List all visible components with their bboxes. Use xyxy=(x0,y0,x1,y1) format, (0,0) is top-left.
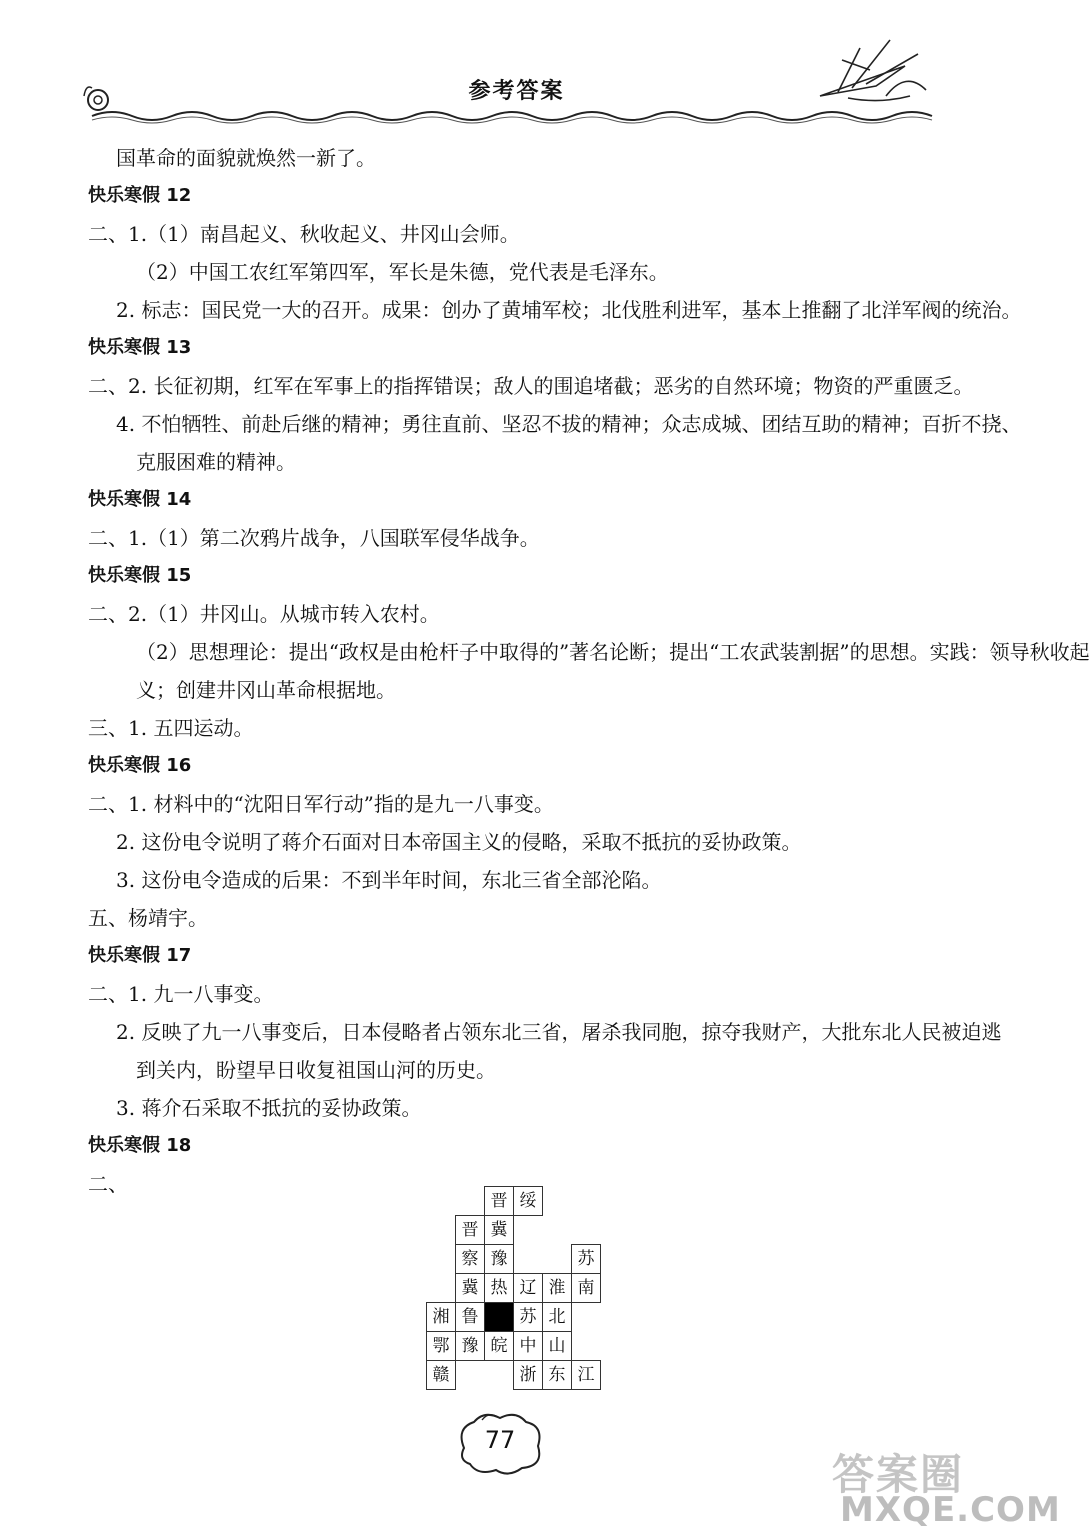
watermark-logo: 答案圈 xyxy=(832,1450,965,1499)
page-header-title: 参考答案 xyxy=(468,79,565,104)
answer-line: （2）思想理论：提出“政权是由枪杆子中取得的”著名论断；提出“工农武装割据”的思想。实践：领导秋收起 xyxy=(136,640,1090,664)
answer-line: 二、1.（1）南昌起义、秋收起义、井冈山会师。 xyxy=(88,222,520,246)
section-heading: 快乐寒假 13 xyxy=(88,337,192,358)
grid-cell: 皖 xyxy=(484,1331,514,1361)
section-heading: 快乐寒假 17 xyxy=(88,945,192,966)
header-wavy-rule xyxy=(92,112,932,120)
grid-cell: 苏 xyxy=(513,1302,543,1332)
header-decoration xyxy=(0,0,1033,140)
grid-cell: 东 xyxy=(542,1360,572,1390)
grid-cell: 冀 xyxy=(455,1273,485,1303)
answer-line: 二、1. 九一八事变。 xyxy=(88,982,274,1006)
grid-cell: 赣 xyxy=(426,1360,456,1390)
page-number: 77 xyxy=(484,1426,516,1454)
grid-cell: 豫 xyxy=(455,1331,485,1361)
grid-cell: 热 xyxy=(484,1273,514,1303)
grid-cell-black xyxy=(484,1302,514,1332)
section-heading: 快乐寒假 18 xyxy=(88,1135,192,1156)
section-heading: 快乐寒假 16 xyxy=(88,755,192,776)
grid-cell: 江 xyxy=(571,1360,601,1390)
answer-line: 二、1.（1）第二次鸦片战争，八国联军侵华战争。 xyxy=(88,526,540,550)
grid-cell: 苏 xyxy=(571,1244,601,1274)
answer-line: 义；创建井冈山革命根据地。 xyxy=(136,678,396,702)
answer-line: 二、 xyxy=(88,1172,128,1196)
grid-cell: 淮 xyxy=(542,1273,572,1303)
answer-line: 3. 这份电令造成的后果：不到半年时间，东北三省全部沦陷。 xyxy=(116,868,662,892)
answer-line: 2. 这份电令说明了蒋介石面对日本帝国主义的侵略，采取不抵抗的妥协政策。 xyxy=(116,830,802,854)
section-heading: 快乐寒假 14 xyxy=(88,489,192,510)
answer-line: 2. 反映了九一八事变后，日本侵略者占领东北三省，屠杀我同胞，掠夺我财产，大批东北人民被迫逃 xyxy=(116,1020,1002,1044)
answer-line: 二、2.（1）井冈山。从城市转入农村。 xyxy=(88,602,440,626)
grid-cell: 豫 xyxy=(484,1244,514,1274)
grid-cell: 湘 xyxy=(426,1302,456,1332)
answer-line: 3. 蒋介石采取不抵抗的妥协政策。 xyxy=(116,1096,422,1120)
grid-cell: 北 xyxy=(542,1302,572,1332)
grid-cell: 南 xyxy=(571,1273,601,1303)
answer-line: 2. 标志：国民党一大的召开。成果：创办了黄埔军校；北伐胜利进军，基本上推翻了北洋军阀的统治。 xyxy=(116,298,1022,322)
answer-line: 二、2. 长征初期，红军在军事上的指挥错误；敌人的围追堵截；恶劣的自然环境；物资的严重匮乏。 xyxy=(88,374,974,398)
grid-cell: 鲁 xyxy=(455,1302,485,1332)
answer-line: 克服困难的精神。 xyxy=(136,450,296,474)
grid-cell: 晋 xyxy=(484,1186,514,1216)
grid-cell: 浙 xyxy=(513,1360,543,1390)
section-heading: 快乐寒假 15 xyxy=(88,565,192,586)
grid-cell: 山 xyxy=(542,1331,572,1361)
answer-line: 4. 不怕牺牲、前赴后继的精神；勇往直前、坚忍不拔的精神；众志成城、团结互助的精神；百折不挠、 xyxy=(116,412,1022,436)
grid-cell: 鄂 xyxy=(426,1331,456,1361)
watermark-text: MXQE.COM xyxy=(840,1490,1061,1530)
answer-line: 二、1. 材料中的“沈阳日军行动”指的是九一八事变。 xyxy=(88,792,554,816)
grid-cell: 辽 xyxy=(513,1273,543,1303)
grid-cell: 绥 xyxy=(513,1186,543,1216)
grid-cell: 晋 xyxy=(455,1215,485,1245)
grid-cell: 冀 xyxy=(484,1215,514,1245)
answer-line: 三、1. 五四运动。 xyxy=(88,716,254,740)
answer-line: 到关内，盼望早日收复祖国山河的历史。 xyxy=(136,1058,496,1082)
grid-cell: 察 xyxy=(455,1244,485,1274)
answer-line: 国革命的面貌就焕然一新了。 xyxy=(116,146,376,170)
section-heading: 快乐寒假 12 xyxy=(88,185,192,206)
answer-line: 五、杨靖宇。 xyxy=(88,906,208,930)
grid-cell: 中 xyxy=(513,1331,543,1361)
answer-line: （2）中国工农红军第四军，军长是朱德，党代表是毛泽东。 xyxy=(136,260,669,284)
